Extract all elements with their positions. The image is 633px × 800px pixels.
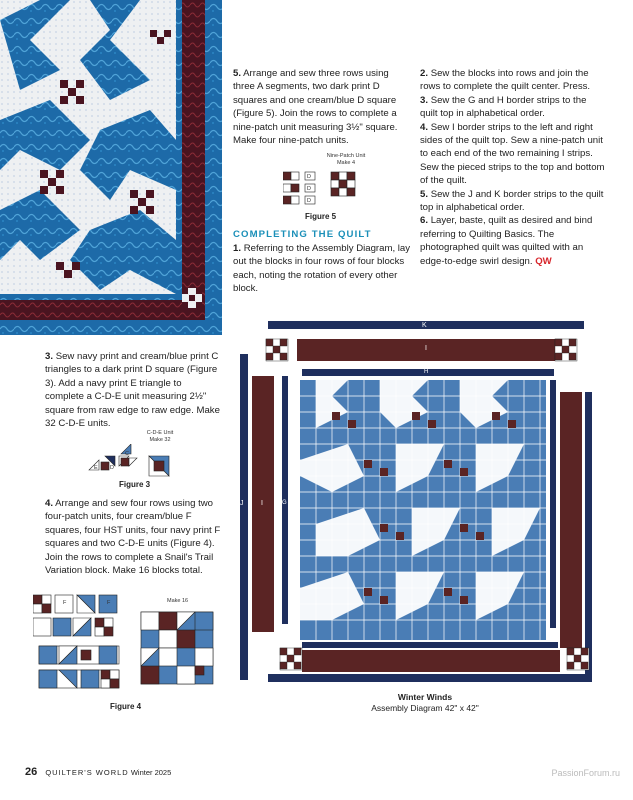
- assembly-diagram: [232, 320, 592, 690]
- completing-heading: COMPLETING THE QUILT: [233, 229, 372, 240]
- figure-5-d-top: D: [307, 174, 311, 180]
- step-5b-number: 5.: [420, 188, 429, 200]
- issue-name: Winter 2025: [130, 768, 172, 777]
- page-number: 26: [25, 766, 38, 778]
- figure-3-label-d: D: [110, 465, 114, 471]
- step-6-number: 6.: [420, 215, 429, 227]
- assembly-label-g: G: [282, 500, 287, 506]
- assembly-label-i-left: I: [261, 500, 263, 507]
- step-4b-number: 4.: [420, 121, 429, 133]
- figure-3-caption: Figure 3: [119, 480, 151, 489]
- step-5-number: 5.: [233, 68, 242, 79]
- figure-4-label-f-1: F: [63, 600, 67, 606]
- assembly-label-i: I: [425, 345, 427, 352]
- step-5-text: [233, 67, 411, 147]
- completing-step-1: [233, 242, 411, 296]
- figure-5-d-bot: D: [307, 198, 311, 204]
- step-5b-body: Sew the J and K border strips to the quilt top in alphabetical order.: [420, 188, 604, 214]
- figure-4: [33, 592, 223, 702]
- assembly-label-j: J: [240, 500, 244, 507]
- completing-step-1-body: Referring to the Assembly Diagram, lay out the blocks in four rows of four blocks each, noting the rotation of every other block.: [233, 243, 411, 295]
- step-4-number: 4.: [45, 498, 54, 509]
- page-footer: [25, 766, 171, 778]
- watermark: PassionForum.ru: [551, 768, 620, 778]
- completing-step-1-number: 1.: [233, 243, 242, 254]
- step-3b-number: 3.: [420, 94, 429, 106]
- step-2-body: Sew the blocks into rows and join the rows to complete the quilt center. Press.: [420, 68, 591, 93]
- figure-4-label-f-2: F: [107, 600, 111, 606]
- step-5-body: Arrange and sew three rows using three A segments, two dark print D squares and one cream/blue D square (Figure 5). Join the rows to complete a nine-patch unit measuring 3½" square. Make four nine-patch units.: [233, 68, 398, 147]
- step-6-body: Layer, baste, quilt as desired and bind referring to Quilting Basics. The photographed quilt was quilted with an edge-to-edge swirl design.: [420, 215, 593, 267]
- figure-3-unit-label: C-D-E Unit Make 32: [146, 430, 174, 443]
- step-4-body: Arrange and sew four rows using two four-patch units, four cream/blue F squares, four HST units, four navy print F squares and two C-D-E units (Figure 4). Join the rows to complete a Snail's Trail Variation block. Make 16 blocks total.: [45, 498, 221, 577]
- assembly-title-name: Winter Winds: [397, 692, 453, 702]
- figure-4-caption: Figure 4: [110, 702, 142, 711]
- magazine-name: QUILTER'S WORLD: [45, 768, 129, 777]
- step-3-body: Sew navy print and cream/blue print C triangles to a dark print D square (Figure 3). Add a navy print E triangle to complete a C-D-E unit measuring 2½" square from raw edge to raw edge. Make 32 C-D-E units.: [45, 351, 220, 430]
- step-4-text: [45, 497, 223, 577]
- qw-end-mark: QW: [535, 255, 552, 267]
- step-2-number: 2.: [420, 68, 429, 79]
- figure-4-diagram: [33, 592, 223, 692]
- step-3b-body: Sew the G and H border strips to the quilt top in alphabetical order.: [420, 94, 587, 120]
- figure-5-caption: Figure 5: [305, 212, 337, 221]
- assembly-label-k: K: [422, 322, 427, 329]
- assembly-label-h: H: [424, 369, 429, 375]
- figure-3-label-c: C: [125, 451, 129, 457]
- figure-5-unit-label: Nine-Patch Unit Make 4: [326, 153, 366, 166]
- step-4b-body: Sew I border strips to the left and right sides of the quilt top. Sew a nine-patch unit to each end of the two remaining I strips. Sew the pieced strips to the top and bottom of the quilt.: [420, 121, 605, 187]
- figure-4-make-label: Make 16: [167, 598, 189, 604]
- assembly-subtitle: Assembly Diagram 42" x 42": [371, 703, 479, 713]
- figure-3-label-e: E: [94, 465, 98, 471]
- step-3-text: [45, 350, 223, 430]
- quilt-photo: [0, 0, 222, 335]
- right-column-steps: [420, 67, 605, 268]
- assembly-title: [300, 692, 550, 714]
- step-3-number: 3.: [45, 351, 54, 362]
- figure-5-d-mid: D: [307, 186, 311, 192]
